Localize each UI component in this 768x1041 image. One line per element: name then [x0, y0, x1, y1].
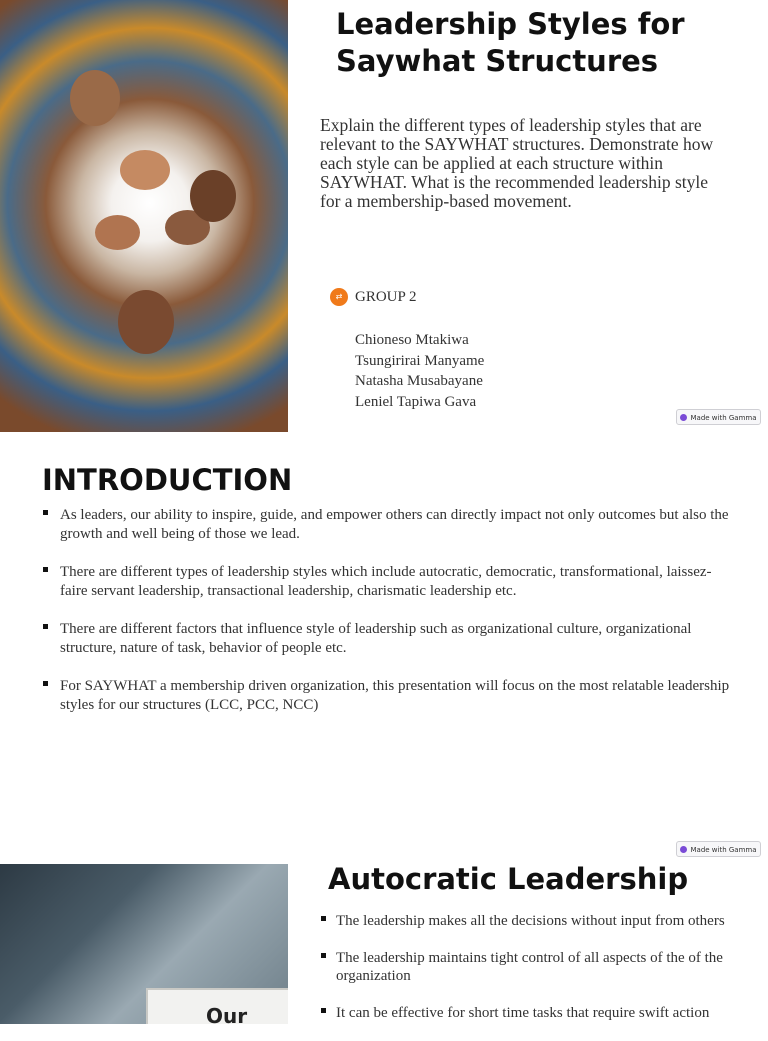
list-item [42, 506, 732, 544]
bullet-text: As leaders, our ability to inspire, guide, and empower others can directly impact not only outcomes but also the growth and well being of those we lead. [60, 507, 729, 542]
slide-description: Explain the different types of leadership styles that are relevant to the SAYWHAT structures. Demonstrate how each style can be applied at each structure within SAYWHAT. What is the recommended leadership style for a membership-based movement. [320, 115, 714, 211]
autocratic-bullet-list [320, 912, 760, 1041]
whiteboard-text: Our [206, 1004, 248, 1024]
group-icon: ⇄ [330, 288, 348, 306]
gamma-logo-icon [680, 846, 687, 853]
bullet-text: For SAYWHAT a membership driven organization, this presentation will focus on the most relatable leadership styles for our structures (LCC, PCC, NCC) [60, 678, 730, 713]
list-item [42, 563, 732, 601]
bullet-square-icon [43, 681, 48, 686]
badge-label: Made with Gamma [690, 414, 757, 422]
list-item [320, 1004, 760, 1022]
list-item [320, 912, 760, 930]
hand-shape [120, 150, 170, 190]
intro-bullet-list [42, 506, 732, 734]
member-name: Natasha Musabayane [355, 373, 483, 390]
whiteboard-photo [0, 864, 288, 1024]
section-title: INTRODUCTION [42, 463, 293, 497]
face-shape [190, 170, 236, 222]
bullet-text: There are different types of leadership styles which include autocratic, democratic, transformational, laissez-faire servant leadership, transactional leadership, charismatic leadership etc. [60, 564, 712, 599]
whiteboard [146, 988, 288, 1024]
bullet-square-icon [43, 510, 48, 515]
list-item [42, 620, 732, 658]
face-shape [118, 290, 174, 354]
bullet-text: The leadership maintains tight control of all aspects of the of the organization [336, 950, 723, 984]
slide-title: Leadership Styles for Saywhat Structures [336, 7, 685, 78]
face-shape [70, 70, 120, 126]
hand-shape [95, 215, 140, 250]
made-with-gamma-badge[interactable] [676, 409, 761, 425]
bullet-square-icon [321, 1008, 326, 1013]
list-item [320, 949, 760, 985]
group-label: GROUP 2 [355, 289, 417, 305]
member-list [355, 330, 484, 413]
bullet-square-icon [321, 953, 326, 958]
section-title: Autocratic Leadership [328, 862, 689, 896]
made-with-gamma-badge[interactable] [676, 841, 761, 857]
bullet-square-icon [321, 916, 326, 921]
gamma-logo-icon [680, 414, 687, 421]
bullet-square-icon [43, 624, 48, 629]
badge-label: Made with Gamma [690, 846, 757, 854]
group-hands-photo [0, 0, 288, 432]
member-name: Leniel Tapiwa Gava [355, 394, 477, 411]
member-name: Tsungirirai Manyame [355, 352, 485, 369]
bullet-text: The leadership makes all the decisions without input from others [336, 913, 725, 929]
bullet-square-icon [43, 567, 48, 572]
bullet-text: It can be effective for short time tasks that require swift action [336, 1005, 710, 1021]
bullet-text: There are different factors that influence style of leadership such as organizational culture, organizational structure, nature of task, behavior of people etc. [60, 621, 692, 656]
list-item [42, 677, 732, 715]
member-name: Chioneso Mtakiwa [355, 332, 469, 348]
